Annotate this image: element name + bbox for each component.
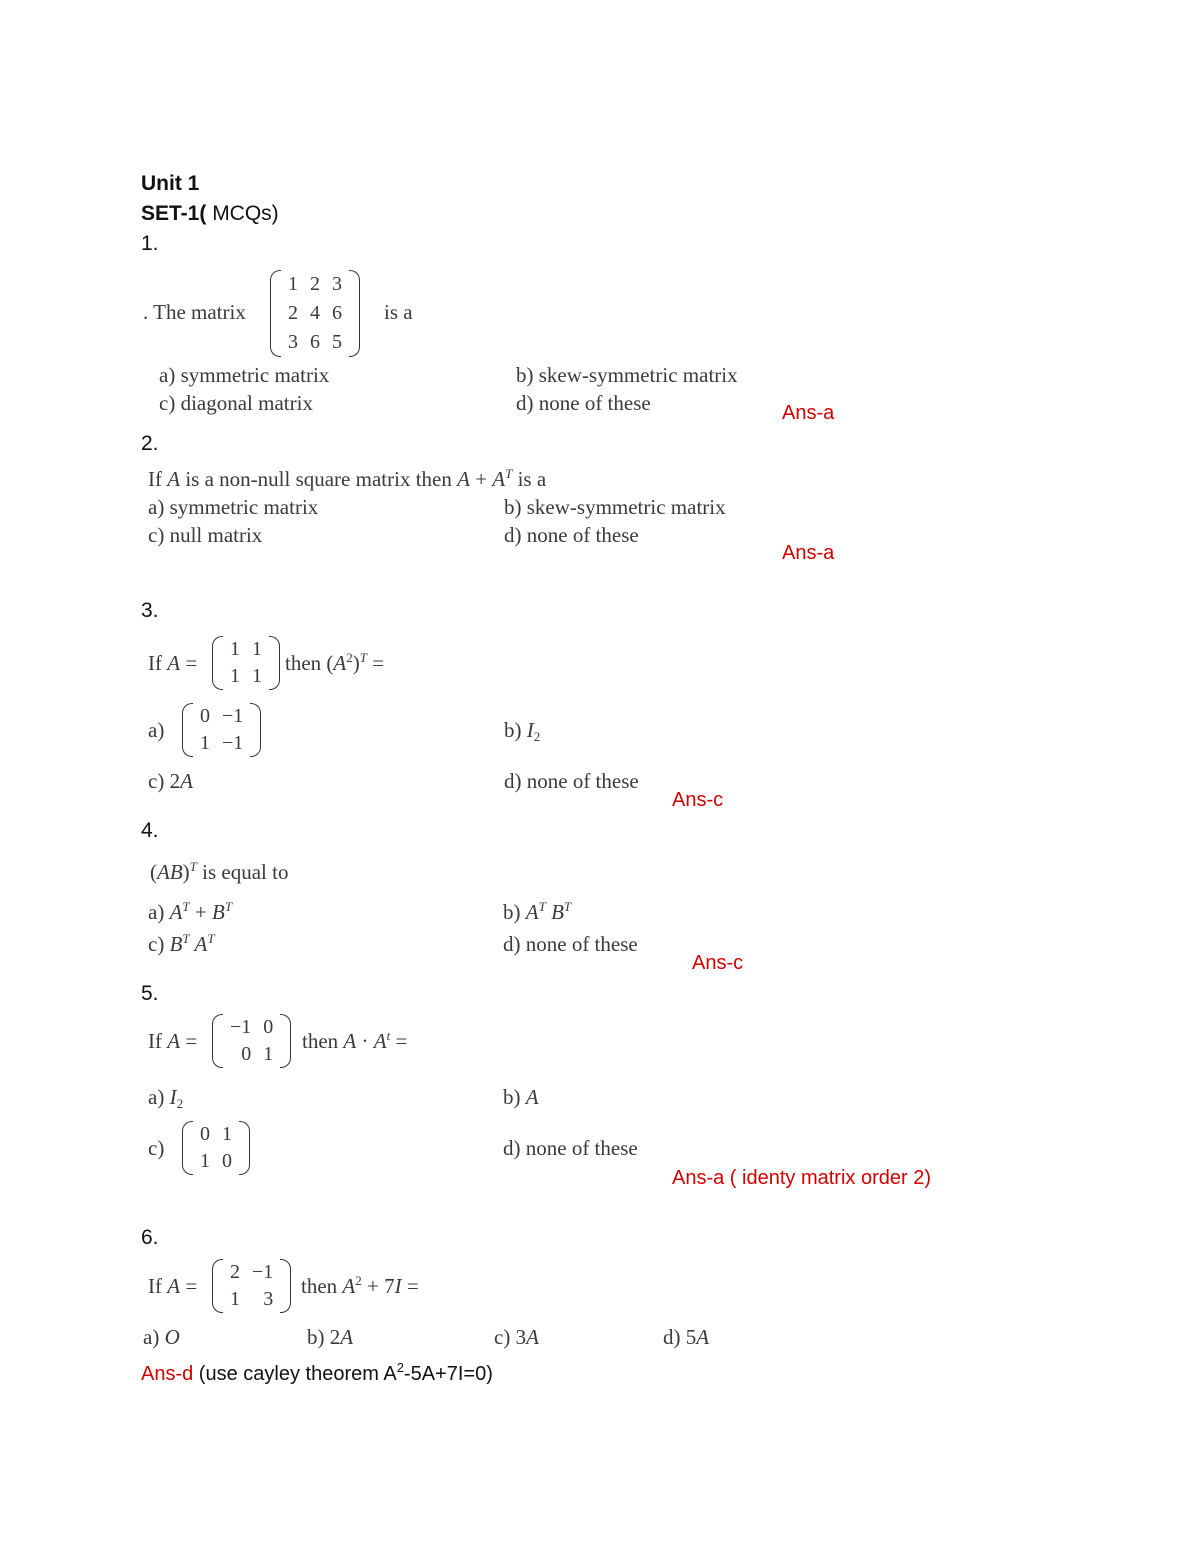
q4-answer: Ans-c: [692, 952, 744, 974]
q5-option-d: d) none of these: [503, 1136, 638, 1160]
q3-stem-if: If A =: [148, 651, 198, 675]
q5-option-c-matrix: 0 1 1 0: [182, 1121, 250, 1175]
q6-stem-if: If A =: [148, 1274, 198, 1298]
q1-option-d: d) none of these: [516, 391, 651, 415]
unit-title: Unit 1: [141, 172, 200, 195]
q2-answer: Ans-a: [782, 542, 835, 564]
q4-option-d: d) none of these: [503, 932, 638, 956]
q6-option-b: b) 2A: [307, 1325, 354, 1349]
q1-option-a: a) symmetric matrix: [159, 363, 330, 387]
q5-option-c-label: c): [148, 1136, 165, 1160]
q3-option-c: c) 2A: [148, 769, 193, 793]
q2-option-c: c) null matrix: [148, 523, 263, 547]
q4-option-b: b) $A^T$ $B^T$: [503, 899, 572, 924]
q3-option-d: d) none of these: [504, 769, 639, 793]
q3-answer: Ans-c: [672, 789, 724, 811]
q5-number: 5.: [141, 982, 159, 1005]
q1-stem-prefix: . The matrix: [143, 300, 246, 324]
q5-option-a: a) $I_2$: [148, 1085, 184, 1111]
q3-number: 3.: [141, 599, 159, 622]
q1-stem-suffix: is a: [384, 300, 413, 324]
q6-number: 6.: [141, 1226, 159, 1249]
q6-option-a: a) O: [143, 1325, 180, 1349]
q3-option-b: b) $I_2$: [504, 718, 541, 744]
q3-matrix: 1 1 1 1: [212, 636, 280, 690]
q6-matrix: 2 −1 1 3: [212, 1259, 291, 1313]
q3-option-a-matrix: 0 −1 1 −1: [182, 703, 261, 757]
q6-stem-expr: then $A^2 + 7I$ =: [301, 1273, 419, 1298]
q6-answer: Ans-d (use cayley theorem $A^2-5A+7I=0$): [141, 1360, 493, 1385]
q5-option-b: b) A: [503, 1085, 539, 1109]
q4-option-a: a) $A^T + B^T$: [148, 899, 233, 924]
q1-matrix: 1 2 3 2 4 6 3 6 5: [270, 270, 360, 357]
q3-stem-expr: then $(A^2)^T$ =: [285, 650, 385, 675]
q4-stem: (AB)$^T$ is equal to: [150, 859, 289, 884]
q6-option-d: d) 5A: [663, 1325, 710, 1349]
q1-answer: Ans-a: [782, 402, 835, 424]
q1-option-b: b) skew-symmetric matrix: [516, 363, 738, 387]
q2-number: 2.: [141, 432, 159, 455]
q5-matrix: −1 0 0 1: [212, 1014, 291, 1068]
set-title: SET-1( MCQs): [141, 202, 279, 225]
q2-option-d: d) none of these: [504, 523, 639, 547]
q3-option-a-label: a): [148, 718, 165, 742]
q6-option-c: c) 3A: [494, 1325, 539, 1349]
q1-option-c: c) diagonal matrix: [159, 391, 313, 415]
q5-stem-expr: then $A \cdot A^t$ =: [302, 1028, 408, 1053]
q4-number: 4.: [141, 819, 159, 842]
q2-stem: If A is a non-null square matrix then $A + A^T$ is a: [148, 466, 547, 491]
q1-number: 1.: [141, 232, 159, 255]
q2-option-b: b) skew-symmetric matrix: [504, 495, 726, 519]
q4-option-c: c) $B^T$ $A^T$: [148, 931, 215, 956]
q2-option-a: a) symmetric matrix: [148, 495, 319, 519]
q5-answer: Ans-a ( identy matrix order 2): [672, 1167, 931, 1189]
q5-stem-if: If A =: [148, 1029, 198, 1053]
